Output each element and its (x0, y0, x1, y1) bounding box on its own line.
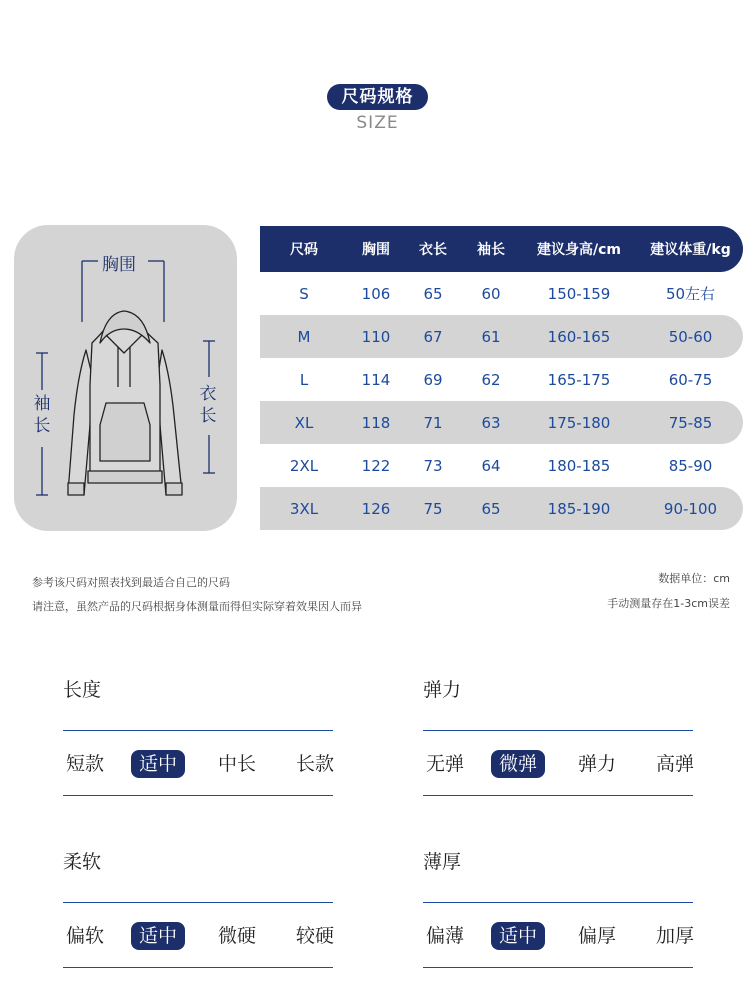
cell-chest: 106 (361, 284, 391, 303)
cell-size: XL (294, 413, 314, 432)
cell-size: L (299, 370, 309, 389)
cell-sleeve: 64 (481, 456, 501, 475)
cell-weight: 50左右 (665, 285, 716, 303)
option: 短款 (65, 753, 104, 775)
attr-title: 薄厚 (423, 851, 462, 873)
attr-title: 弹力 (423, 679, 462, 701)
divider-top (423, 730, 693, 731)
header-chest: 胸围 (362, 242, 390, 258)
divider-top (423, 902, 693, 903)
cell-length: 75 (423, 499, 443, 518)
cell-chest: 122 (361, 456, 391, 475)
sleeve-length-label: 袖长 (33, 394, 51, 436)
divider-bottom (63, 967, 333, 968)
cell-chest: 126 (361, 499, 391, 518)
cell-size: 3XL (289, 499, 319, 518)
cell-height: 160-165 (547, 327, 611, 346)
option: 无弹 (425, 753, 464, 775)
option: 弹力 (577, 753, 616, 775)
cell-chest: 118 (361, 413, 391, 432)
cell-height: 185-190 (547, 499, 611, 518)
divider-bottom (63, 795, 333, 796)
attr-title: 柔软 (63, 851, 102, 873)
note-unit: 数据单位：cm (658, 572, 730, 585)
garment-length-label: 衣长 (199, 384, 217, 426)
option: 长款 (295, 753, 334, 775)
option-selected: 微弹 (491, 750, 545, 778)
cell-weight: 60-75 (668, 370, 713, 389)
cell-sleeve: 60 (481, 284, 501, 303)
cell-sleeve: 63 (481, 413, 501, 432)
cell-weight: 50-60 (668, 327, 713, 346)
size-table-header (260, 226, 743, 272)
option: 中长 (217, 753, 256, 775)
garment-diagram (14, 225, 237, 531)
cell-chest: 114 (361, 370, 391, 389)
cell-sleeve: 65 (481, 499, 501, 518)
option-selected: 适中 (131, 922, 185, 950)
option: 微硬 (217, 925, 256, 947)
note-error: 手动测量存在1-3cm误差 (607, 597, 730, 610)
table-row (260, 401, 743, 444)
table-row (260, 358, 743, 401)
chest-label: 胸围 (102, 255, 136, 275)
divider-bottom (423, 795, 693, 796)
cell-weight: 85-90 (668, 456, 713, 475)
header-weight: 建议体重/kg (650, 242, 731, 258)
cell-sleeve: 61 (481, 327, 501, 346)
cell-length: 67 (423, 327, 443, 346)
size-table (260, 226, 743, 530)
option: 加厚 (655, 925, 694, 947)
option: 偏软 (65, 925, 104, 947)
attr-title: 长度 (63, 679, 102, 701)
cell-length: 73 (423, 456, 443, 475)
table-row (260, 315, 743, 358)
cell-height: 180-185 (547, 456, 611, 475)
cell-size: 2XL (289, 456, 319, 475)
header-size: 尺码 (290, 242, 318, 258)
cell-length: 71 (423, 413, 443, 432)
table-row (260, 444, 743, 487)
cell-height: 150-159 (547, 284, 611, 303)
header-height: 建议身高/cm (537, 242, 621, 258)
cell-length: 65 (423, 284, 443, 303)
note-disclaimer: 请注意，虽然产品的尺码根据身体测量而得但实际穿着效果因人而异 (32, 600, 362, 613)
table-row (260, 272, 743, 315)
page-subtitle: SIZE (356, 113, 399, 133)
option: 较硬 (295, 925, 334, 947)
divider-top (63, 902, 333, 903)
option-selected: 适中 (131, 750, 185, 778)
cell-height: 165-175 (547, 370, 611, 389)
divider-top (63, 730, 333, 731)
header-sleeve: 袖长 (477, 242, 505, 258)
divider-bottom (423, 967, 693, 968)
note-reference: 参考该尺码对照表找到最适合自己的尺码 (32, 576, 230, 589)
cell-weight: 75-85 (668, 413, 713, 432)
cell-sleeve: 62 (481, 370, 501, 389)
option-selected: 适中 (491, 922, 545, 950)
table-row (260, 487, 743, 530)
option: 高弹 (655, 753, 694, 775)
cell-size: M (297, 327, 311, 346)
option: 偏薄 (425, 925, 464, 947)
header-length: 衣长 (419, 242, 447, 258)
cell-weight: 90-100 (663, 499, 718, 518)
cell-height: 175-180 (547, 413, 611, 432)
page-title: 尺码规格 (327, 84, 428, 110)
cell-chest: 110 (361, 327, 391, 346)
option: 偏厚 (577, 925, 616, 947)
cell-size: S (299, 284, 309, 303)
cell-length: 69 (423, 370, 443, 389)
